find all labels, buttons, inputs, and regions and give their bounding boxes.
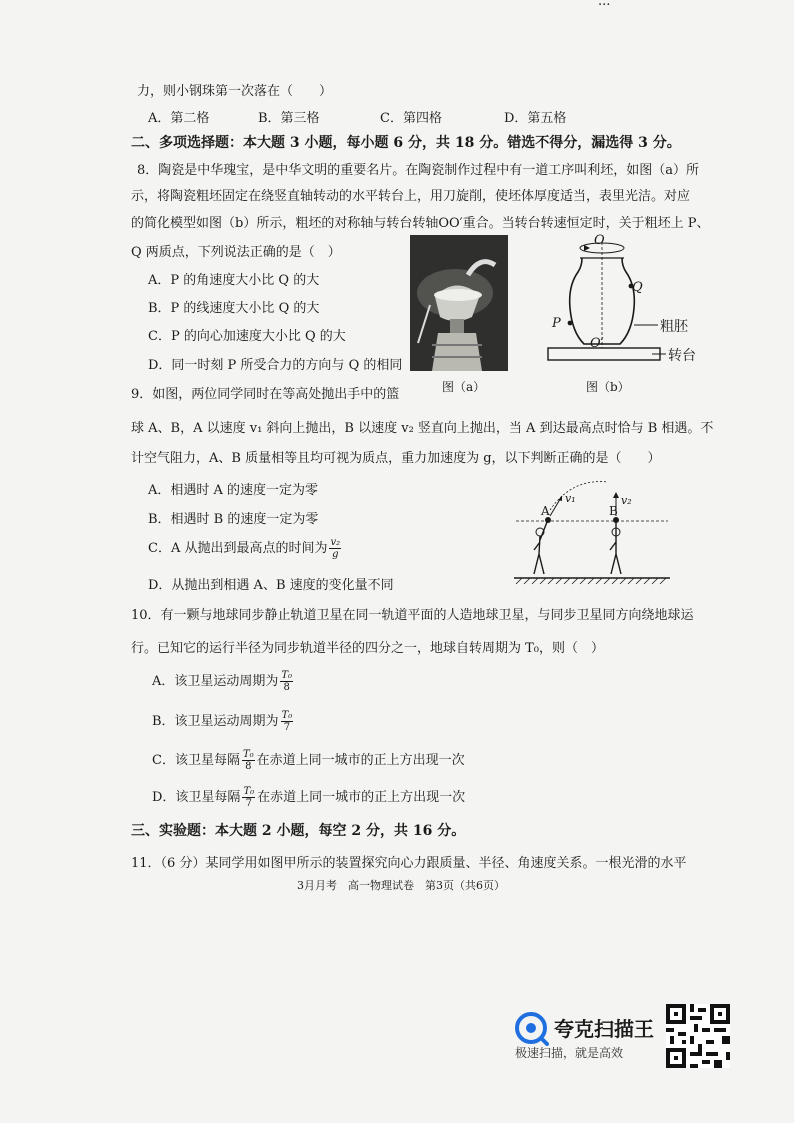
basketball-diagram	[512, 470, 672, 590]
section3-heading: 三、实验题：本大题 2 小题，每空 2 分，共 16 分。	[131, 823, 466, 839]
fig-b-O: O	[594, 233, 605, 248]
q7-option-d: D．第五格	[504, 111, 567, 126]
q9-option-c-fraction	[329, 537, 341, 560]
q7-tail: 力，则小钢珠第一次落在（ ）	[137, 84, 333, 99]
q8-line-1: 8．陶瓷是中华瑰宝，是中华文明的重要名片。在陶瓷制作过程中有一道工序叫利坯，如图（a）所	[137, 163, 700, 178]
fig-b-P: P	[552, 316, 561, 331]
q10-d-fraction	[242, 786, 255, 809]
q10-option-d	[152, 786, 465, 809]
q9-line-1: 9．如图，两位同学同时在等高处抛出手中的篮	[131, 387, 400, 402]
q8-line-4: Q 两质点，下列说法正确的是（ ）	[131, 245, 341, 260]
fig-a-caption: 图（a）	[442, 380, 486, 394]
q10-a-den: 8	[283, 682, 290, 693]
q10-option-b	[152, 710, 295, 733]
scanner-logo-icon	[513, 1010, 549, 1046]
q10-c-num: T₀	[242, 749, 254, 760]
vase-diagram	[540, 228, 680, 370]
q9-fig-label-b: B	[609, 504, 618, 518]
q10-option-a	[152, 670, 295, 693]
q7-option-b: B．第三格	[258, 111, 320, 126]
pottery-photo-illustration	[410, 235, 508, 371]
scanner-brand: 夸克扫描王	[554, 1017, 654, 1041]
q8-line-3: 的简化模型如图（b）所示，粗坯的对称轴与转台转轴OO′重合。当转台转速恒定时，关于粗坯上 P、	[131, 216, 710, 231]
qr-code	[666, 1004, 730, 1068]
section2-heading: 二、多项选择题：本大题 3 小题，每小题 6 分，共 18 分。错选不得分，漏选得 3 分。	[131, 135, 681, 151]
q8-option-c: C．P 的向心加速度大小比 Q 的大	[148, 329, 346, 344]
q10-c-fraction	[242, 749, 255, 772]
fig-b-Q: Q	[632, 280, 643, 295]
page-footer: 3月月考 高一物理试卷 第3页（共6页）	[297, 879, 505, 892]
q9-option-c-text: C．A 从抛出到最高点的时间为	[148, 541, 328, 556]
q10-b-fraction	[281, 710, 294, 733]
q10-a-text: A．该卫星运动周期为	[152, 674, 279, 689]
q9-option-d: D．从抛出到相遇 A、B 速度的变化量不同	[148, 578, 394, 593]
q11-line-1: 11．（6 分）某同学用如图甲所示的装置探究向心力跟质量、半径、角速度关系。一根光滑的水平	[131, 856, 687, 871]
q7-option-a: A．第二格	[148, 111, 210, 126]
q10-line-1: 10．有一颗与地球同步静止轨道卫星在同一轨道平面的人造地球卫星，与同步卫星同方向绕地球运	[131, 608, 694, 623]
q8-option-d: D．同一时刻 P 所受合力的方向与 Q 的相同	[148, 358, 403, 373]
fig-b-O-prime: O′	[590, 336, 604, 351]
q8-option-b: B．P 的线速度大小比 Q 的大	[148, 301, 320, 316]
q10-a-num: T₀	[281, 670, 293, 681]
q10-d-text-post: 在赤道上同一城市的正上方出现一次	[257, 790, 466, 805]
q10-d-text: D．该卫星每隔	[152, 790, 241, 805]
q10-b-text: B．该卫星运动周期为	[152, 714, 279, 729]
scanner-slogan: 极速扫描，就是高效	[515, 1046, 624, 1060]
q9-option-a: A．相遇时 A 的速度一定为零	[148, 483, 319, 498]
q8-line-2: 示，将陶瓷粗坯固定在绕竖直轴转动的水平转台上，用刀旋削，使坯体厚度适当，表里光洁。对应	[131, 189, 691, 204]
q10-c-den: 8	[245, 761, 252, 772]
fig-b-caption: 图（b）	[586, 380, 630, 394]
q10-c-text: C．该卫星每隔	[152, 753, 240, 768]
q10-line-2: 行。已知它的运行半径为同步轨道半径的四分之一，地球自转周期为 T₀，则（ ）	[131, 641, 605, 656]
q9-fig-label-a: A	[541, 504, 550, 518]
q7-option-c: C．第四格	[380, 111, 442, 126]
header-fragment: ...	[598, 0, 611, 9]
q10-c-text-post: 在赤道上同一城市的正上方出现一次	[256, 753, 465, 768]
q10-b-den: 7	[283, 722, 291, 733]
q10-d-num: T₀	[243, 786, 255, 797]
q8-option-a: A．P 的角速度大小比 Q 的大	[148, 273, 320, 288]
q9-c-denominator: g	[332, 549, 339, 560]
q10-b-num: T₀	[281, 710, 293, 721]
q9-fig-label-v1: v₁	[565, 492, 576, 505]
q10-d-den: 7	[245, 798, 252, 809]
q9-option-c	[148, 537, 343, 560]
q9-c-numerator: v₂	[330, 537, 341, 548]
q10-a-fraction	[280, 670, 293, 693]
fig-b-label-table: 转台	[668, 348, 696, 364]
q9-line-2: 球 A、B，A 以速度 v₁ 斜向上抛出，B 以速度 v₂ 竖直向上抛出，当 A 到达最高点时恰与 B 相遇。不	[131, 421, 714, 436]
q9-fig-label-v2: v₂	[621, 494, 632, 507]
q9-line-3: 计空气阻力，A、B 质量相等且均可视为质点，重力加速度为 g，以下判断正确的是（ ）	[131, 451, 661, 466]
q9-option-b: B．相遇时 B 的速度一定为零	[148, 512, 319, 527]
q10-option-c	[152, 749, 465, 772]
pottery-photo	[410, 235, 508, 371]
fig-b-label-blank: 粗胚	[660, 319, 688, 335]
